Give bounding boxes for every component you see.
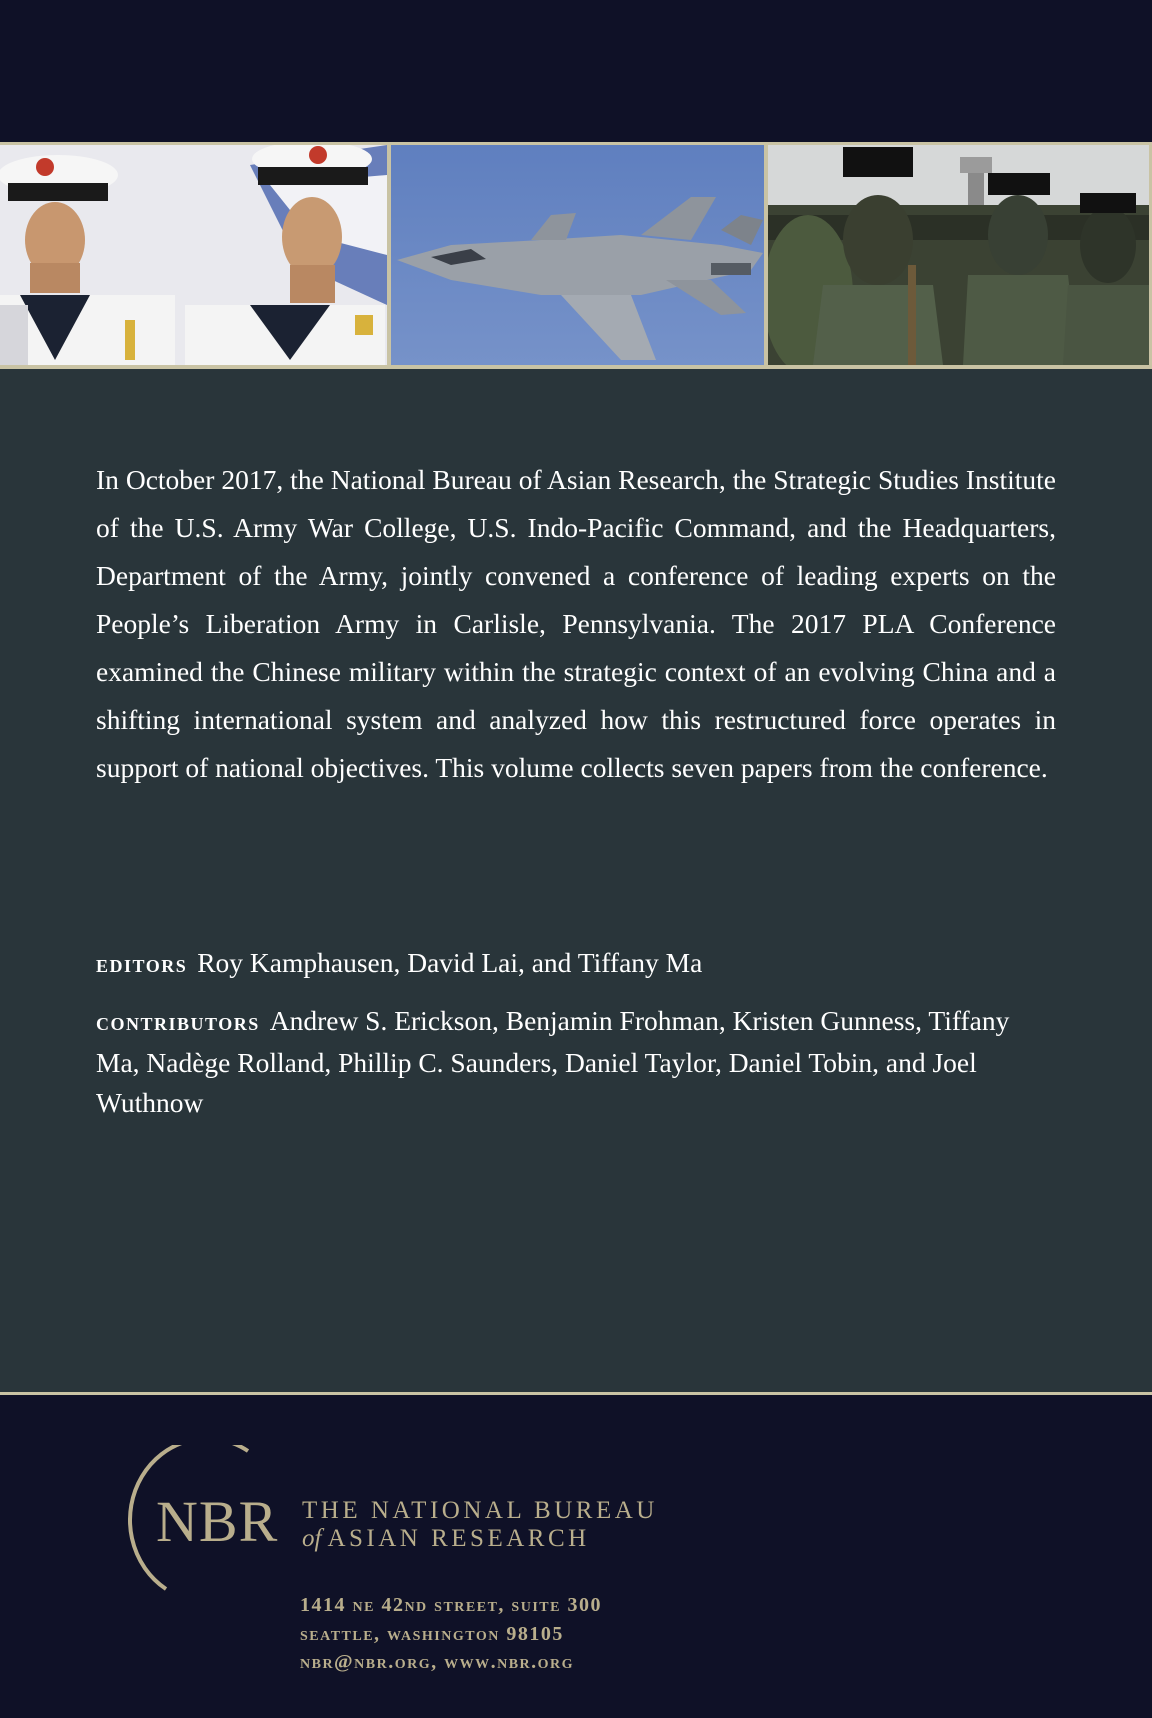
editors-credit bbox=[96, 943, 1056, 985]
publisher-name-line1: THE NATIONAL BUREAU bbox=[302, 1497, 658, 1524]
fighter-jet-photo bbox=[391, 145, 764, 365]
address-contact: nbr@nbr.org, www.nbr.org bbox=[300, 1651, 575, 1673]
publisher-name-of: of bbox=[302, 1525, 322, 1552]
back-cover-body bbox=[0, 369, 1152, 1392]
book-summary: In October 2017, the National Bureau of Asian Research, the Strategic Studies Institute of the U.S. Army War College, U.S. Indo-Pacific Command, and the Headquarters, Department of the Army, jointly convened a conference of leading experts on the People’s Liberation Army in Carlisle, Pennsylvania. The 2017 PLA Conference examined the Chinese military within the strategic context of an evolving China and a shifting international system and analyzed how this restructured force operates in support of national objectives. This volume collects seven papers from the conference. bbox=[96, 464, 1056, 783]
contributors-credit bbox=[96, 1001, 1056, 1123]
address-city: seattle, washington 98105 bbox=[300, 1622, 564, 1645]
contributors-names: Andrew S. Erickson, Benjamin Frohman, Kristen Gunness, Tiffany Ma, Nadège Rolland, Phillip C. Saunders, Daniel Taylor, Daniel Tobin, and Joel Wuthnow bbox=[96, 1005, 1010, 1118]
sailors-photo bbox=[0, 145, 387, 365]
photo-strip bbox=[0, 142, 1152, 369]
soldiers-photo bbox=[768, 145, 1149, 365]
publisher-address bbox=[300, 1591, 602, 1677]
publisher-name-line2: ASIAN RESEARCH bbox=[327, 1525, 590, 1552]
contributors-label: contributors bbox=[96, 1009, 260, 1036]
top-band bbox=[0, 0, 1152, 142]
publisher-name bbox=[302, 1497, 658, 1553]
publisher-name-line2-wrap bbox=[302, 1525, 658, 1553]
editors-label: editors bbox=[96, 951, 188, 978]
publisher-footer bbox=[0, 1395, 1152, 1718]
editors-names: Roy Kamphausen, David Lai, and Tiffany Ma bbox=[197, 947, 703, 978]
nbr-logo-mark: NBR bbox=[156, 1489, 279, 1554]
address-street: 1414 ne 42nd street, suite 300 bbox=[300, 1594, 602, 1616]
